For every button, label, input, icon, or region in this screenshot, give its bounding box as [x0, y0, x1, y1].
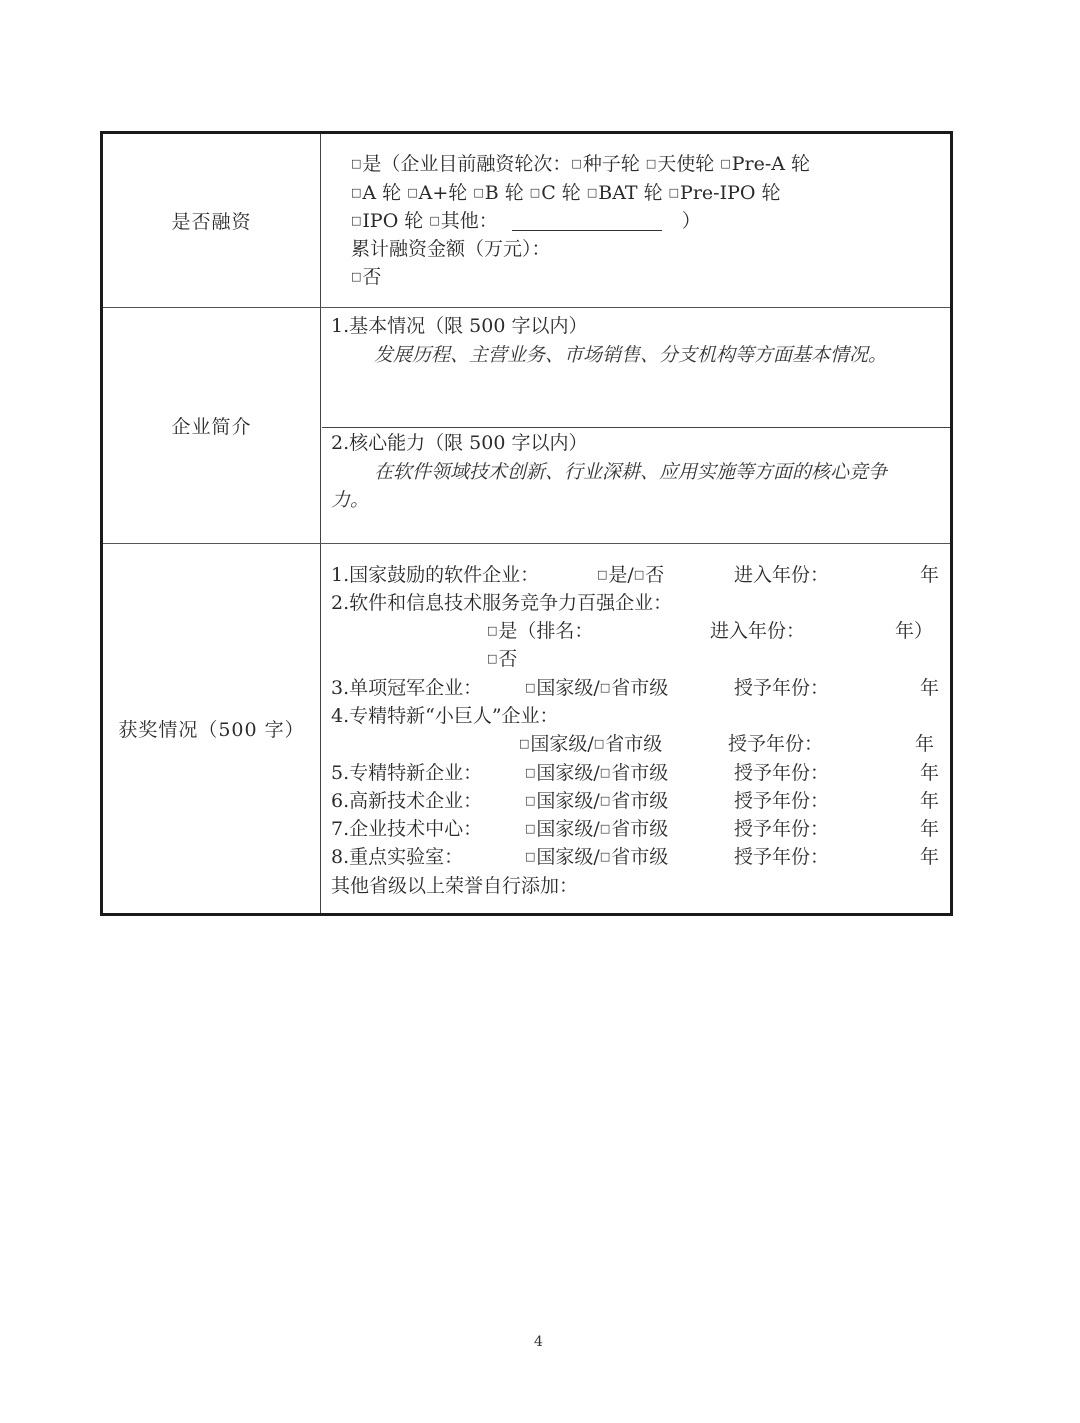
other-round-input[interactable] [512, 210, 662, 231]
award-item-5-levels: □国家级/□省市级 [525, 762, 669, 784]
award-item-3-year-unit[interactable]: 年 [920, 677, 940, 699]
award-item-6-levels: □国家级/□省市级 [525, 790, 669, 812]
checkbox-item8-national[interactable]: □ [525, 850, 536, 863]
financing-line-3: □IPO 轮 □其他： ） [351, 210, 701, 232]
award-item-1-year-label: 进入年份： [734, 564, 830, 586]
checkbox-a-plus-round[interactable]: □ [407, 186, 418, 199]
award-item-4-levels: □国家级/□省市级 [519, 733, 663, 755]
award-item-1: 1.国家鼓励的软件企业： [331, 564, 540, 586]
award-item-2-year-label: 进入年份： [710, 620, 806, 642]
award-item-3-year-label: 授予年份： [734, 677, 830, 699]
award-item-5-year-unit[interactable]: 年 [920, 762, 940, 784]
award-item-5-year-label: 授予年份： [734, 762, 830, 784]
award-item-7: 7.企业技术中心： [331, 818, 483, 840]
award-item-3-levels: □国家级/□省市级 [525, 677, 669, 699]
award-item-2-year-unit[interactable]: 年） [895, 620, 934, 642]
checkbox-angel-round[interactable]: □ [645, 157, 657, 170]
profile-label: 企业简介 [103, 308, 321, 543]
award-item-6-year-unit[interactable]: 年 [920, 790, 940, 812]
checkbox-item3-provincial[interactable]: □ [599, 681, 611, 694]
checkbox-a-round[interactable]: □ [351, 186, 362, 199]
application-form-table [100, 131, 953, 916]
awards-content [322, 544, 950, 913]
financing-no-option: □否 [351, 266, 382, 288]
cumulative-amount-field[interactable]: 累计融资金额（万元）： [351, 238, 551, 260]
checkbox-c-round[interactable]: □ [529, 186, 541, 199]
checkbox-item5-national[interactable]: □ [525, 766, 536, 779]
checkbox-item1-no[interactable]: □ [633, 568, 645, 581]
checkbox-ipo-round[interactable]: □ [351, 214, 362, 227]
award-item-3: 3.单项冠军企业： [331, 677, 483, 699]
checkbox-financing-no[interactable]: □ [351, 270, 362, 283]
checkbox-item4-provincial[interactable]: □ [593, 737, 605, 750]
checkbox-item3-national[interactable]: □ [525, 681, 536, 694]
award-item-7-year-label: 授予年份： [734, 818, 830, 840]
award-item-1-options: □是/□否 [597, 564, 665, 586]
checkbox-item2-no[interactable]: □ [487, 652, 498, 665]
checkbox-item2-yes[interactable]: □ [487, 624, 498, 637]
checkbox-bat-round[interactable]: □ [586, 186, 598, 199]
award-item-5: 5.专精特新企业： [331, 762, 483, 784]
core-capability-title: 2.核心能力（限 500 字以内） [331, 432, 588, 454]
awards-row [103, 544, 950, 913]
other-honors-field[interactable]: 其他省级以上荣誉自行添加： [331, 875, 579, 897]
award-item-8-levels: □国家级/□省市级 [525, 846, 669, 868]
award-item-2-no: □否 [487, 648, 518, 670]
award-item-2: 2.软件和信息技术服务竞争力百强企业： [331, 592, 673, 614]
checkbox-other-round[interactable]: □ [429, 214, 440, 227]
award-item-8: 8.重点实验室： [331, 846, 464, 868]
checkbox-item8-provincial[interactable]: □ [599, 850, 611, 863]
checkbox-b-round[interactable]: □ [473, 186, 484, 199]
award-item-8-year-label: 授予年份： [734, 846, 830, 868]
checkbox-pre-a-round[interactable]: □ [720, 157, 731, 170]
checkbox-financing-yes[interactable]: □ [351, 157, 362, 170]
financing-line-1: □是（企业目前融资轮次：□种子轮 □天使轮 □Pre-A 轮 [351, 153, 811, 175]
award-item-4: 4.专精特新“小巨人”企业： [331, 705, 559, 727]
checkbox-item5-provincial[interactable]: □ [599, 766, 611, 779]
award-item-4-year-unit[interactable]: 年 [915, 733, 935, 755]
financing-row [103, 134, 950, 308]
checkbox-item6-national[interactable]: □ [525, 794, 536, 807]
profile-row [103, 308, 950, 544]
award-item-6: 6.高新技术企业： [331, 790, 483, 812]
page-number: 4 [534, 1334, 543, 1350]
award-item-1-year-unit[interactable]: 年 [920, 564, 940, 586]
core-capability-hint-1: 在软件领域技术创新、行业深耕、应用实施等方面的核心竞争 [374, 461, 888, 483]
basic-info-section[interactable] [322, 308, 950, 428]
profile-content [322, 308, 950, 543]
core-capability-hint-2: 力。 [331, 489, 370, 511]
checkbox-item4-national[interactable]: □ [519, 737, 530, 750]
financing-line-2: □A 轮 □A+轮 □B 轮 □C 轮 □BAT 轮 □Pre-IPO 轮 [351, 182, 781, 204]
awards-label: 获奖情况（500 字） [103, 544, 321, 913]
basic-info-hint: 发展历程、主营业务、市场销售、分支机构等方面基本情况。 [374, 344, 888, 366]
checkbox-item1-yes[interactable]: □ [597, 568, 608, 581]
checkbox-seed-round[interactable]: □ [571, 157, 582, 170]
checkbox-item7-national[interactable]: □ [525, 822, 536, 835]
award-item-6-year-label: 授予年份： [734, 790, 830, 812]
checkbox-pre-ipo-round[interactable]: □ [668, 186, 680, 199]
award-item-8-year-unit[interactable]: 年 [920, 846, 940, 868]
award-item-4-year-label: 授予年份： [728, 733, 824, 755]
checkbox-item6-provincial[interactable]: □ [599, 794, 611, 807]
core-capability-section[interactable] [322, 428, 950, 543]
checkbox-item7-provincial[interactable]: □ [599, 822, 611, 835]
award-item-7-levels: □国家级/□省市级 [525, 818, 669, 840]
financing-content [322, 134, 950, 307]
financing-label: 是否融资 [103, 134, 321, 307]
basic-info-title: 1.基本情况（限 500 字以内） [331, 315, 588, 337]
award-item-7-year-unit[interactable]: 年 [920, 818, 940, 840]
award-item-2-yes: □是（排名： [487, 620, 594, 642]
